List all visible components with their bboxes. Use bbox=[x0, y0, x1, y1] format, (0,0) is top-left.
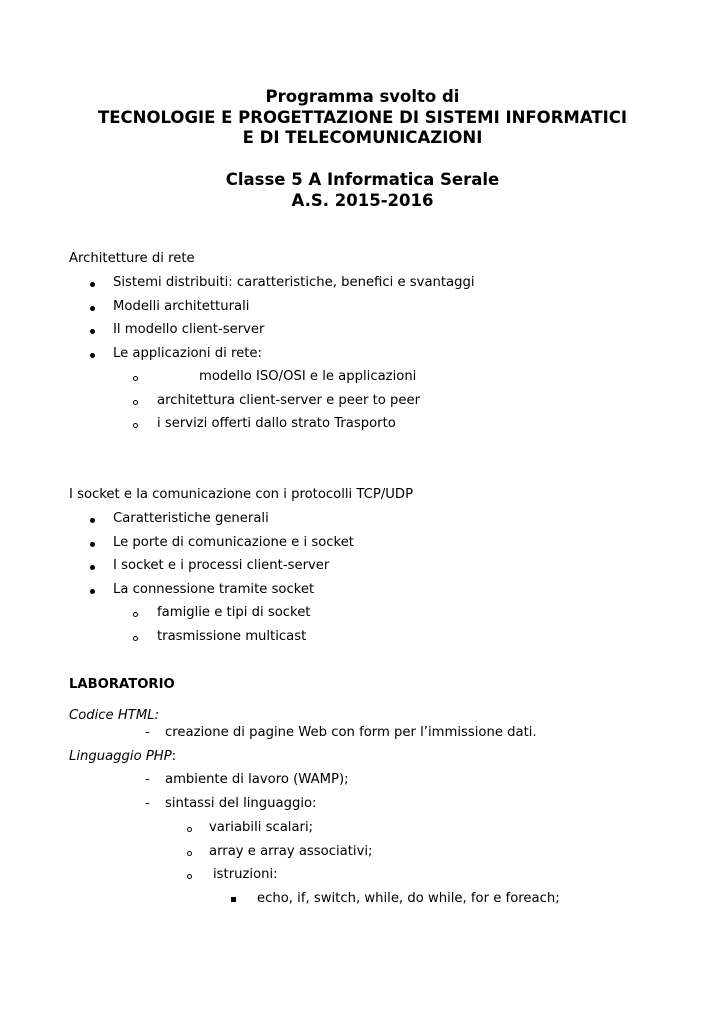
list-item: Le porte di comunicazione e i socket bbox=[113, 535, 354, 550]
sub-sub-list-item: echo, if, switch, while, do while, for e foreach; bbox=[257, 891, 560, 906]
bullet-dot-icon bbox=[90, 518, 95, 523]
sub-list-item: istruzioni: bbox=[213, 867, 278, 882]
list-item: Modelli architetturali bbox=[113, 299, 250, 314]
list-item: La connessione tramite socket bbox=[113, 582, 315, 597]
html-label: Codice HTML: bbox=[69, 708, 160, 723]
bullet-dot-icon bbox=[90, 306, 95, 311]
php-label: Linguaggio PHP bbox=[69, 749, 172, 764]
list-item: I socket e i processi client-server bbox=[113, 558, 330, 573]
list-item: ambiente di lavoro (WAMP); bbox=[165, 772, 349, 787]
bullet-dot-icon bbox=[90, 542, 95, 547]
sub-list-item: modello ISO/OSI e le applicazioni bbox=[199, 369, 417, 384]
dash-marker: - bbox=[145, 796, 150, 811]
bullet-circle-icon bbox=[187, 874, 192, 879]
dash-marker: - bbox=[145, 772, 150, 787]
header-line-3: E DI TELECOMUNICAZIONI bbox=[242, 128, 483, 147]
list-item: Le applicazioni di rete: bbox=[113, 346, 262, 361]
header-line-1: Programma svolto di bbox=[265, 87, 460, 106]
bullet-dot-icon bbox=[90, 565, 95, 570]
bullet-circle-icon bbox=[187, 851, 192, 856]
php-label-line bbox=[69, 749, 176, 765]
header-school-year: A.S. 2015-2016 bbox=[291, 191, 434, 210]
dash-marker: - bbox=[145, 725, 150, 740]
sub-list-item: i servizi offerti dallo strato Trasporto bbox=[157, 416, 396, 431]
sub-list-item: famiglie e tipi di socket bbox=[157, 605, 311, 620]
bullet-dot-icon bbox=[90, 589, 95, 594]
list-item: Sistemi distribuiti: caratteristiche, benefici e svantaggi bbox=[113, 275, 475, 290]
list-item: Caratteristiche generali bbox=[113, 511, 269, 526]
bullet-circle-icon bbox=[133, 376, 138, 381]
section-title-socket: I socket e la comunicazione con i protocolli TCP/UDP bbox=[69, 487, 414, 502]
bullet-dot-icon bbox=[90, 353, 95, 358]
lab-title: LABORATORIO bbox=[69, 677, 175, 692]
bullet-circle-icon bbox=[133, 612, 138, 617]
sub-list-item: architettura client-server e peer to peer bbox=[157, 393, 421, 408]
bullet-square-icon bbox=[231, 897, 236, 902]
header-class: Classe 5 A Informatica Serale bbox=[225, 170, 500, 189]
bullet-dot-icon bbox=[90, 329, 95, 334]
bullet-dot-icon bbox=[90, 282, 95, 287]
section-title-architetture: Architetture di rete bbox=[69, 251, 195, 266]
bullet-circle-icon bbox=[133, 423, 138, 428]
sub-list-item: variabili scalari; bbox=[209, 820, 314, 835]
list-item: sintassi del linguaggio: bbox=[165, 796, 317, 811]
sub-list-item: array e array associativi; bbox=[209, 844, 373, 859]
sub-list-item: trasmissione multicast bbox=[157, 629, 307, 644]
bullet-circle-icon bbox=[187, 827, 192, 832]
list-item: Il modello client-server bbox=[113, 322, 265, 337]
list-item: creazione di pagine Web con form per l’immissione dati. bbox=[165, 725, 537, 740]
header-line-2: TECNOLOGIE E PROGETTAZIONE DI SISTEMI INFORMATICI bbox=[98, 108, 627, 127]
php-label-colon: : bbox=[171, 749, 177, 764]
bullet-circle-icon bbox=[133, 636, 138, 641]
bullet-circle-icon bbox=[133, 400, 138, 405]
